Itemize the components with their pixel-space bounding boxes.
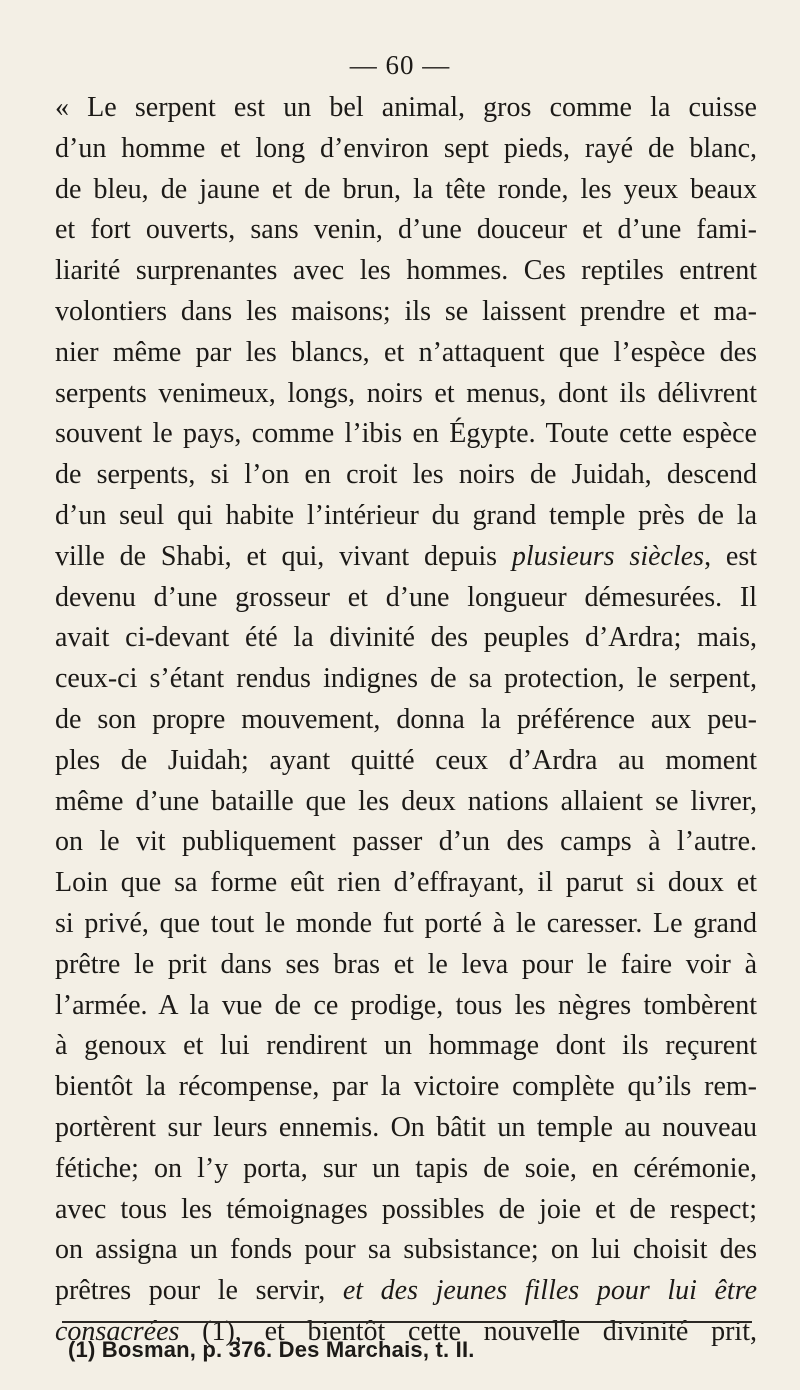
text-line: devenu d’une grosseur et d’une longueur démesurées. Il <box>55 581 757 613</box>
text-line: bientôt la récompense, par la victoire complète qu’ils rem- <box>55 1071 757 1103</box>
text-line: « Le serpent est un bel animal, gros comme la cuisse <box>55 92 757 123</box>
text-line: l’armée. A la vue de ce prodige, tous les nègres tombèrent <box>55 989 757 1021</box>
italic-phrase: et des jeunes filles pour lui être <box>342 1275 758 1307</box>
text-line: nier même par les blancs, et n’attaquent que l’espèce des <box>55 336 757 368</box>
text-line: ceux-ci s’étant rendus indignes de sa protection, le serpent, <box>55 663 757 695</box>
text-line-with-italic: ville de Shabi, et qui, vivant depuis plusieurs siècles, est <box>55 540 758 572</box>
footnote: (1) Bosman, p. 376. Des Marchais, t. II. <box>68 1337 475 1362</box>
text-line: d’un seul qui habite l’intérieur du grand temple près de la <box>55 499 757 531</box>
text-line: de serpents, si l’on en croit les noirs de Juidah, descend <box>55 459 757 491</box>
text-line: Loin que sa forme eût rien d’effrayant, il parut si doux et <box>55 867 757 899</box>
text-line: on le vit publiquement passer d’un des camps à l’autre. <box>55 826 757 858</box>
text-line: d’un homme et long d’environ sept pieds, rayé de blanc, <box>55 132 757 164</box>
italic-phrase: consacrées <box>55 1315 180 1347</box>
text-line: serpents venimeux, longs, noirs et menus, dont ils délivrent <box>55 377 757 409</box>
text-line: souvent le pays, comme l’ibis en Égypte. Toute cette espèce <box>55 418 757 450</box>
text-line: prêtre le prit dans ses bras et le leva pour le faire voir à <box>55 948 757 980</box>
text-line: portèrent sur leurs ennemis. On bâtit un temple au nouveau <box>55 1111 757 1143</box>
footnote-divider <box>62 1321 752 1323</box>
text-line: à genoux et lui rendirent un hommage dont ils reçurent <box>55 1030 757 1062</box>
text-line: de bleu, de jaune et de brun, la tête ronde, les yeux beaux <box>55 173 757 205</box>
text-line: volontiers dans les maisons; ils se laissent prendre et ma- <box>55 295 757 327</box>
page-number: — 60 — <box>349 50 451 80</box>
text-line: de son propre mouvement, donna la préférence aux peu- <box>55 703 757 735</box>
text-line: si privé, que tout le monde fut porté à le caresser. Le grand <box>55 907 757 939</box>
text-line: et fort ouverts, sans venin, d’une douceur et d’une fami- <box>55 214 757 246</box>
text-line: on assigna un fonds pour sa subsistance; on lui choisit des <box>55 1234 757 1266</box>
text-line: avec tous les témoignages possibles de joie et de respect; <box>55 1193 757 1225</box>
italic-phrase: plusieurs siècles <box>511 540 705 572</box>
text-line: même d’une bataille que les deux nations allaient se livrer, <box>55 785 757 817</box>
text-line-with-italic: consacrées (1), et bientôt cette nouvelle divinité prit, <box>55 1315 757 1347</box>
text-line: fétiche; on l’y porta, sur un tapis de soie, en cérémonie, <box>55 1152 757 1184</box>
text-line: liarité surprenantes avec les hommes. Ces reptiles entrent <box>55 255 757 287</box>
text-line: ples de Juidah; ayant quitté ceux d’Ardra au moment <box>55 744 757 776</box>
body-text <box>55 88 757 1353</box>
text-line-with-italic: prêtres pour le servir, et des jeunes filles pour lui être <box>55 1275 758 1307</box>
text-line: avait ci-devant été la divinité des peuples d’Ardra; mais, <box>55 622 757 654</box>
